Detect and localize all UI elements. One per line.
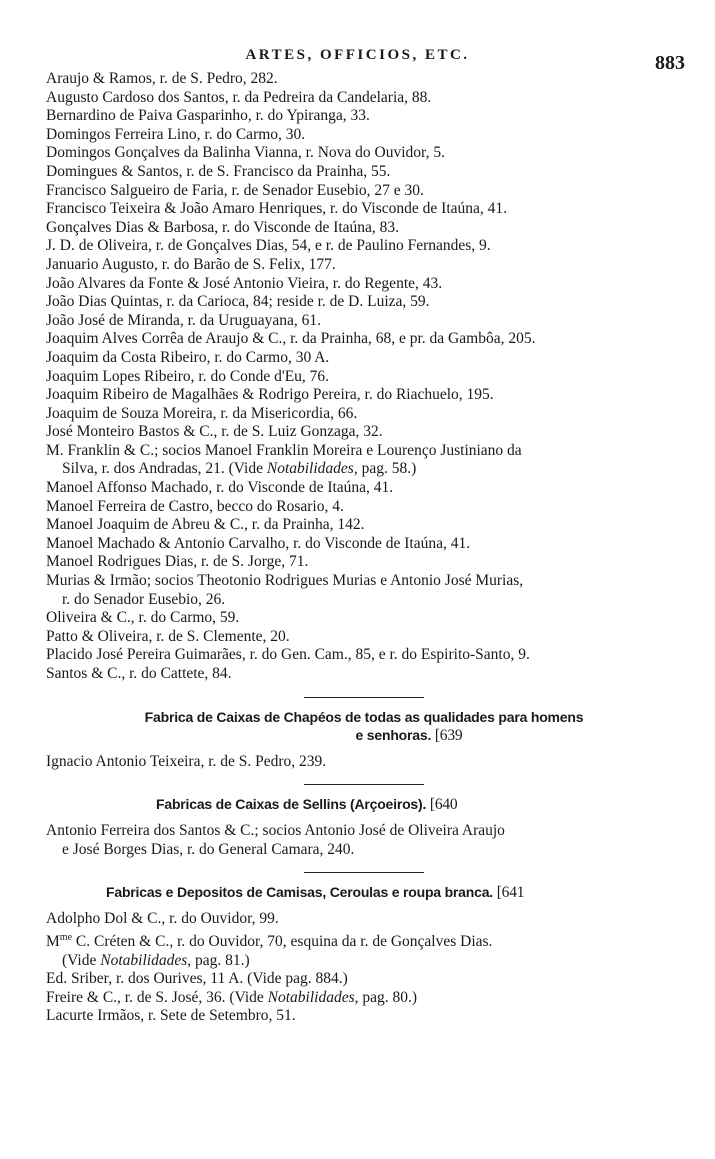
listing-entry: Bernardino de Paiva Gasparinho, r. do Ypiranga, 33. — [46, 107, 370, 125]
listing-entry: Domingos Ferreira Lino, r. do Carmo, 30. — [46, 125, 306, 143]
section-641 — [46, 872, 682, 1026]
section-heading-text: Fabricas e Depositos de Camisas, Ceroulas e roupa branca. — [106, 884, 493, 901]
section-heading-line: Fabrica de Caixas de Chapéos de todas as qualidades para homens — [144, 708, 584, 725]
listing-entry: Manoel Machado & Antonio Carvalho, r. do Visconde de Itaúna, 41. — [46, 534, 471, 552]
listing-entry: Lacurte Irmãos, r. Sete de Setembro, 51. — [46, 1007, 296, 1025]
listing-entry: João Dias Quintas, r. da Carioca, 84; reside r. de D. Luiza, 59. — [46, 293, 430, 311]
listing-group-1 — [46, 70, 682, 684]
listing-entry-franklin: M. Franklin & C.; socios Manoel Franklin Moreira e Lourenço Justiniano da — [46, 441, 522, 459]
section-heading — [106, 883, 682, 902]
section-640 — [46, 784, 682, 859]
entry-text: (Vide — [62, 951, 101, 969]
section-divider — [304, 784, 424, 785]
section-divider — [304, 872, 424, 873]
section-number: [639 — [434, 726, 463, 744]
listing-entry: Ignacio Antonio Teixeira, r. de S. Pedro, 239. — [46, 752, 327, 770]
listing-entry-creten — [46, 929, 682, 952]
listing-entry: Antonio Ferreira dos Santos & C.; socios Antonio José de Oliveira Araujo — [46, 822, 505, 840]
listing-entry: J. D. de Oliveira, r. de Gonçalves Dias, 54, e r. de Paulino Fernandes, 9. — [46, 237, 491, 255]
listing-entry: João Alvares da Fonte & José Antonio Vieira, r. do Regente, 43. — [46, 274, 443, 292]
listing-entry: Araujo & Ramos, r. de S. Pedro, 282. — [46, 70, 278, 87]
listing-entry: Joaquim Ribeiro de Magalhães & Rodrigo Pereira, r. do Riachuelo, 195. — [46, 386, 494, 404]
listing-entry: Joaquim da Costa Ribeiro, r. do Carmo, 30 A. — [46, 348, 330, 366]
section-heading — [156, 795, 682, 814]
listing-entry-creten-continued — [46, 952, 682, 971]
section-heading-text: e senhoras. — [355, 726, 432, 743]
listing-entry-freire — [46, 989, 682, 1008]
entry-text: M — [46, 932, 60, 950]
listing-entry-continued: e José Borges Dias, r. do General Camara, 240. — [62, 840, 355, 858]
listing-entry: Januario Augusto, r. do Barão de S. Felix, 177. — [46, 255, 336, 273]
listing-entry: Joaquim Alves Corrêa de Araujo & C., r. da Prainha, 68, e pr. da Gambôa, 205. — [46, 330, 536, 348]
listing-entry: Ed. Sriber, r. dos Ourives, 11 A. (Vide pag. 884.) — [46, 970, 348, 988]
entry-text: Freire & C., r. de S. José, 36. (Vide — [46, 988, 268, 1006]
listing-entry: João José de Miranda, r. da Uruguayana, 61. — [46, 311, 322, 329]
listing-entry-murias-continued: r. do Senador Eusebio, 26. — [62, 590, 226, 608]
listing-entry: Placido José Pereira Guimarães, r. do Gen. Cam., 85, e r. do Espirito-Santo, 9. — [46, 646, 530, 664]
listing-entry-franklin-continued — [46, 460, 682, 479]
running-title: ARTES, OFFICIOS, ETC. — [245, 47, 470, 63]
listing-entry: Domingues & Santos, r. de S. Francisco da Prainha, 55. — [46, 162, 391, 180]
section-heading — [46, 708, 682, 745]
notabilidades-reference: Notabilidades — [100, 951, 188, 969]
entry-text: , pag. 81.) — [187, 951, 250, 969]
notabilidades-reference: Notabilidades — [267, 988, 355, 1006]
entry-text: , pag. 80.) — [354, 988, 418, 1006]
running-head — [0, 44, 715, 74]
listing-entry: Patto & Oliveira, r. de S. Clemente, 20. — [46, 627, 290, 645]
listing-entry: Augusto Cardoso dos Santos, r. da Pedreira da Candelaria, 88. — [46, 88, 432, 106]
listing-entry: José Monteiro Bastos & C., r. de S. Luiz Gonzaga, 32. — [46, 423, 383, 441]
entry-text: , pag. 58.) — [353, 460, 417, 478]
listing-entry: Manoel Joaquim de Abreu & C., r. da Prainha, 142. — [46, 516, 365, 534]
listing-entry: Manoel Affonso Machado, r. do Visconde de Itaúna, 41. — [46, 479, 394, 497]
listing-entry: Gonçalves Dias & Barbosa, r. do Visconde de Itaúna, 83. — [46, 218, 400, 236]
listing-entry: Domingos Gonçalves da Balinha Vianna, r. Nova do Ouvidor, 5. — [46, 144, 445, 162]
listing-entry: Oliveira & C., r. do Carmo, 59. — [46, 609, 240, 627]
listing-entry: Adolpho Dol & C., r. do Ouvidor, 99. — [46, 910, 279, 928]
listing-entry: Joaquim Lopes Ribeiro, r. do Conde d'Eu, 76. — [46, 367, 330, 385]
entry-text: C. Créten & C., r. do Ouvidor, 70, esquina da r. de Gonçalves Dias. — [72, 932, 493, 950]
section-number: [640 — [429, 796, 458, 814]
listing-entry: Francisco Salgueiro de Faria, r. de Senador Eusebio, 27 e 30. — [46, 181, 424, 199]
listing-entry: Joaquim de Souza Moreira, r. da Misericordia, 66. — [46, 404, 358, 422]
section-divider — [304, 697, 424, 698]
listing-entry: Santos & C., r. do Cattete, 84. — [46, 665, 232, 682]
listing-entry: Manoel Rodrigues Dias, r. de S. Jorge, 71. — [46, 553, 309, 571]
superscript: me — [59, 931, 73, 943]
listing-entry: Manoel Ferreira de Castro, becco do Rosario, 4. — [46, 497, 344, 515]
page-number: 883 — [655, 52, 685, 74]
section-heading-line-2 — [136, 726, 682, 745]
listing-entry-murias: Murias & Irmão; socios Theotonio Rodrigues Murias e Antonio José Murias, — [46, 572, 524, 590]
section-heading-text: Fabricas de Caixas de Sellins (Arçoeiros). — [156, 796, 427, 813]
notabilidades-reference: Notabilidades — [266, 460, 354, 478]
directory-content — [46, 70, 682, 1026]
listing-entry: Francisco Teixeira & João Amaro Henriques, r. do Visconde de Itaúna, 41. — [46, 200, 508, 218]
entry-text: Silva, r. dos Andradas, 21. (Vide — [62, 460, 267, 478]
section-639 — [46, 697, 682, 772]
section-number: [641 — [496, 884, 525, 902]
